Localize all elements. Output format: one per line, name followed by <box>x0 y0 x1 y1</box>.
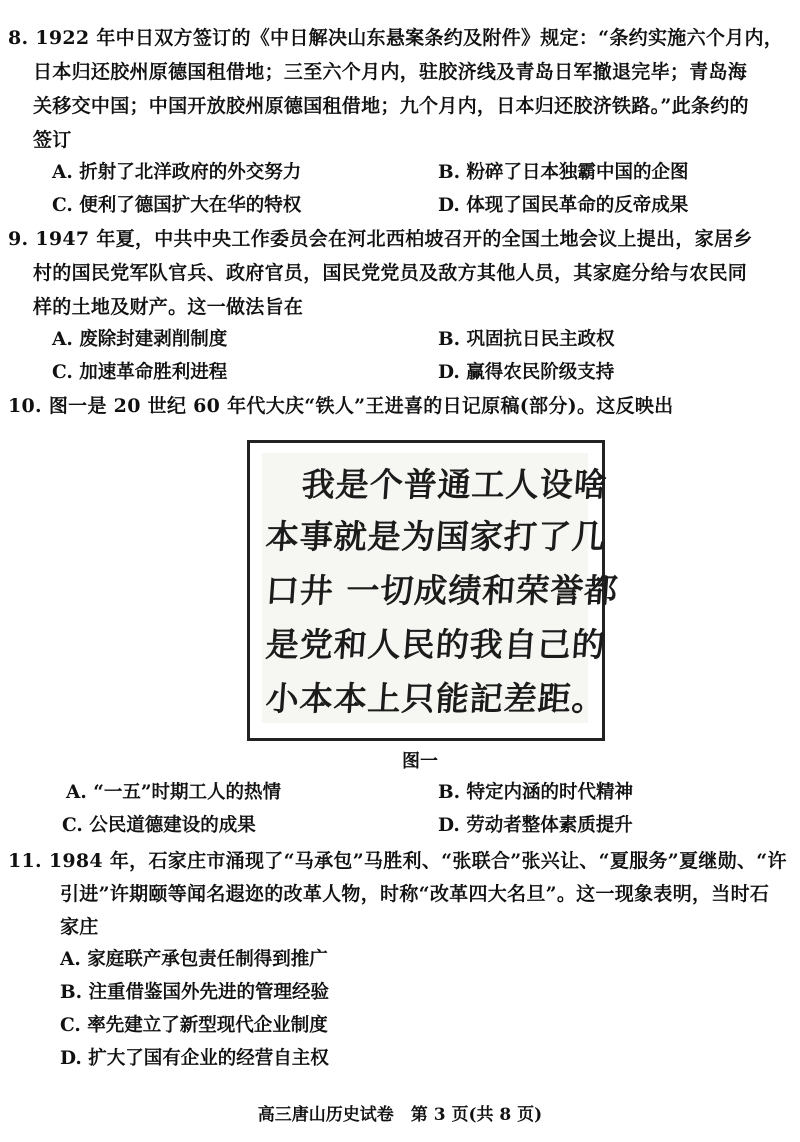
q8-stem-line-1: 8. 1922 年中日双方签订的《中日解决山东悬案条约及附件》规定：“条约实施六个月内， <box>8 27 784 49</box>
q11-option-a: A. 家庭联产承包责任制得到推广 <box>60 949 328 970</box>
q9-stem-line-1: 9. 1947 年夏，中共中央工作委员会在河北西柏坡召开的全国土地会议上提出，家居乡 <box>8 228 753 250</box>
q9-option-b: B. 巩固抗日民主政权 <box>438 329 615 350</box>
handwriting-line-5: 小本本上只能記差距。 <box>264 679 608 718</box>
q10-option-c: C. 公民道德建设的成果 <box>62 815 256 836</box>
q11-stem-line-2: 引进”许期颐等闻名遐迩的改革人物，时称“改革四大名旦”。这一现象表明，当时石 <box>60 883 770 905</box>
q10-option-b: B. 特定内涵的时代精神 <box>438 782 634 803</box>
q8-option-b: B. 粉碎了日本独霸中国的企图 <box>438 162 689 183</box>
handwriting-line-3: 口井 一切成绩和荣誉都 <box>264 571 620 610</box>
diary-figure <box>247 440 620 741</box>
q8-option-d: D. 体现了国民革命的反帝成果 <box>438 195 689 216</box>
q11-option-c: C. 率先建立了新型现代企业制度 <box>60 1015 328 1036</box>
q10-option-d: D. 劳动者整体素质提升 <box>438 815 633 836</box>
page-footer: 高三唐山历史试卷 第 3 页(共 8 页) <box>257 1105 543 1125</box>
q9-option-a: A. 废除封建剥削制度 <box>52 329 228 350</box>
q8-option-c: C. 便利了德国扩大在华的特权 <box>52 195 302 216</box>
q11-stem-line-3: 家庄 <box>60 916 99 938</box>
handwriting-line-1: 我是个普通工人设啥 <box>300 465 610 504</box>
handwriting-line-4: 是党和人民的我自己的 <box>264 625 608 664</box>
q10-stem-line-1: 10. 图一是 20 世纪 60 年代大庆“铁人”王进喜的日记原稿(部分)。这反映出 <box>8 395 674 417</box>
q11-stem-line-1: 11. 1984 年，石家庄市涌现了“马承包”马胜利、“张联合”张兴让、“夏服务”夏继勋、“许 <box>8 850 787 872</box>
diary-manuscript-image <box>262 453 620 723</box>
q9-option-c: C. 加速革命胜利进程 <box>52 362 228 383</box>
q9-stem-line-3: 样的土地及财产。这一做法旨在 <box>33 296 304 318</box>
q8-stem-line-4: 签订 <box>33 129 72 151</box>
q11-option-b: B. 注重借鉴国外先进的管理经验 <box>60 982 330 1003</box>
q8-stem-line-3: 关移交中国；中国开放胶州原德国租借地；九个月内，日本归还胶济铁路。”此条约的 <box>33 95 749 117</box>
q8-option-a: A. 折射了北洋政府的外交努力 <box>52 162 302 183</box>
q11-option-d: D. 扩大了国有企业的经营自主权 <box>60 1048 329 1069</box>
q8-stem-line-2: 日本归还胶州原德国租借地；三至六个月内，驻胶济线及青岛日军撤退完毕；青岛海 <box>33 61 748 83</box>
handwriting-line-2: 本事就是为国家打了几 <box>264 517 608 556</box>
figure-caption: 图一 <box>402 751 438 772</box>
q9-option-d: D. 赢得农民阶级支持 <box>438 362 615 383</box>
q9-stem-line-2: 村的国民党军队官兵、政府官员，国民党党员及敌方其他人员，其家庭分给与农民同 <box>33 262 748 284</box>
q10-option-a: A. “一五”时期工人的热情 <box>66 782 282 803</box>
